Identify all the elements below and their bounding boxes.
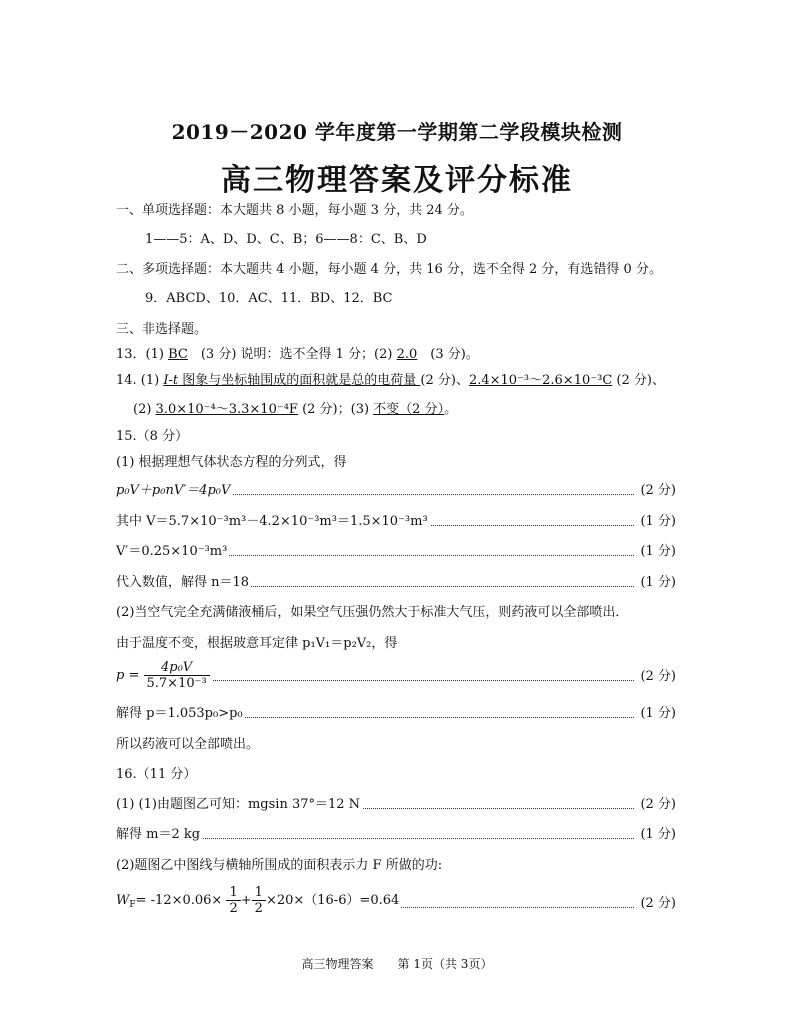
q15-fraction-equation bbox=[116, 660, 212, 691]
q15-part1-intro: (1) 根据理想气体状态方程的分列式，得 bbox=[116, 455, 347, 470]
q16-work-equation-score: (2 分) bbox=[640, 896, 676, 911]
q14-answer-3: 3.0×10⁻⁴～3.3×10⁻⁴F bbox=[155, 402, 298, 417]
question13-answer bbox=[116, 346, 479, 364]
q16-equation-1-row bbox=[116, 796, 676, 814]
q15-fraction-denominator: 5.7×10⁻³ bbox=[146, 676, 207, 691]
q15-equation-6: 解得 p＝1.053p₀>p₀ bbox=[116, 706, 243, 721]
q15-conclusion: 所以药液可以全部喷出。 bbox=[116, 737, 260, 752]
q15-equation-1-row bbox=[116, 482, 676, 500]
question14-line1 bbox=[116, 372, 665, 390]
q13-prefix: 13．(1) bbox=[116, 347, 169, 362]
q15-equation-4-row bbox=[116, 574, 676, 592]
q14-score-1: (2 分)、 bbox=[420, 373, 469, 388]
q16-part2-intro: (2)题图乙中图线与横轴所围成的面积表示力 F 所做的功: bbox=[116, 858, 443, 873]
q15-fraction bbox=[144, 660, 210, 691]
q15-equation-6-score: (1 分) bbox=[640, 706, 676, 721]
q16-work-subscript: F bbox=[129, 900, 136, 910]
q15-part2-intro: (2)当空气完全充满储液桶后，如果空气压强仍然大于标准大气压，则药液可以全部喷出． bbox=[116, 605, 629, 620]
q16-fraction-2 bbox=[252, 885, 266, 916]
q15-equation-3: V′＝0.25×10⁻³m³ bbox=[116, 544, 228, 559]
q14-answer-1-text: 图象与坐标轴围成的面积就是总的电荷量 bbox=[178, 373, 421, 388]
q14-part2-prefix: (2) bbox=[133, 402, 156, 417]
q14-answer-2: 2.4×10⁻³～2.6×10⁻³C bbox=[468, 373, 613, 388]
q15-equation-1: p₀V＋p₀nV′＝4p₀V bbox=[116, 483, 231, 498]
q16-equation-1: (1) (1)由题图乙可知：mgsin 37°＝12 N bbox=[116, 797, 361, 812]
exam-term-title: 2019－2020 学年度第一学期第二学段模块检测 bbox=[171, 120, 623, 144]
q14-answer-1 bbox=[163, 373, 420, 388]
q15-equation-2-row bbox=[116, 513, 676, 531]
q14-score-3: (2 分)；(3) bbox=[297, 402, 374, 417]
q16-equation-2: 解得 m＝2 kg bbox=[116, 827, 201, 842]
q16-fraction-1 bbox=[226, 885, 240, 916]
q14-num: 14. (1) bbox=[116, 373, 164, 388]
q16-work-symbol: W bbox=[116, 893, 130, 908]
q15-equation-3-score: (1 分) bbox=[640, 544, 676, 559]
q15-equation-2-score: (1 分) bbox=[640, 514, 676, 529]
q16-equation-2-row bbox=[116, 826, 676, 844]
q15-equation-4: 代入数值，解得 n＝18 bbox=[116, 575, 250, 590]
section1-answers: 1——5：A、D、D、C、B；6——8：C、B、D bbox=[145, 232, 427, 247]
q16-work-part-a: = -12×0.06× bbox=[135, 893, 223, 908]
q15-equation-4-score: (1 分) bbox=[640, 575, 676, 590]
q14-it-label: I-t bbox=[163, 373, 179, 388]
q13-answer-2: 2.0 bbox=[396, 347, 418, 362]
q13-end: (3 分)。 bbox=[417, 347, 479, 362]
q14-score-2: (2 分)、 bbox=[612, 373, 665, 388]
question15-heading: 15.（8 分） bbox=[116, 429, 189, 444]
question14-line2 bbox=[133, 401, 457, 419]
question16-heading: 16.（11 分） bbox=[116, 767, 197, 782]
q16-fraction-2-numerator: 1 bbox=[252, 885, 266, 901]
q16-equation-1-score: (2 分) bbox=[640, 797, 676, 812]
q15-equation-1-score: (2 分) bbox=[640, 483, 676, 498]
q16-fraction-1-denominator: 2 bbox=[229, 901, 238, 916]
q15-part2-law: 由于温度不变，根据玻意耳定律 p₁V₁＝p₂V₂，得 bbox=[116, 636, 398, 651]
page-footer: 高三物理答案 第 1页（共 3页） bbox=[301, 957, 493, 971]
q16-work-equation bbox=[116, 885, 401, 916]
q15-equation-3-row bbox=[116, 543, 676, 561]
q16-equation-2-score: (1 分) bbox=[640, 827, 676, 842]
section2-answers: 9．ABCD、10．AC、11．BD、12．BC bbox=[145, 291, 393, 306]
q16-work-part-b: + bbox=[240, 893, 252, 908]
q16-work-part-c: ×20×（16-6）=0.64 bbox=[265, 893, 400, 908]
q13-answer-1: BC bbox=[168, 347, 188, 362]
section1-heading: 一、单项选择题：本大题共 8 小题，每小题 3 分，共 24 分。 bbox=[116, 203, 473, 218]
q16-work-equation-row bbox=[116, 885, 676, 916]
q16-fraction-1-numerator: 1 bbox=[226, 885, 240, 901]
section2-heading: 二、多项选择题：本大题共 4 小题，每小题 4 分，共 16 分，选不全得 2 分，有选错得 0 分。 bbox=[116, 262, 662, 277]
q14-answer-4: 不变（2 分） bbox=[373, 402, 445, 417]
section3-heading: 三、非选择题。 bbox=[116, 322, 208, 337]
q15-fraction-equation-row bbox=[116, 660, 676, 691]
q14-end: 。 bbox=[444, 402, 458, 417]
q13-middle: (3 分) 说明：选不全得 1 分；(2) bbox=[187, 347, 397, 362]
q16-fraction-2-denominator: 2 bbox=[254, 901, 263, 916]
answer-key-title: 高三物理答案及评分标准 bbox=[221, 163, 573, 198]
q15-fraction-numerator: 4p₀V bbox=[144, 660, 210, 676]
q15-fraction-equation-score: (2 分) bbox=[640, 669, 676, 684]
q15-equation-2: 其中 V＝5.7×10⁻³m³－4.2×10⁻³m³＝1.5×10⁻³m³ bbox=[116, 514, 428, 529]
q15-fraction-lhs: p = bbox=[116, 668, 140, 683]
q15-equation-6-row bbox=[116, 705, 676, 723]
